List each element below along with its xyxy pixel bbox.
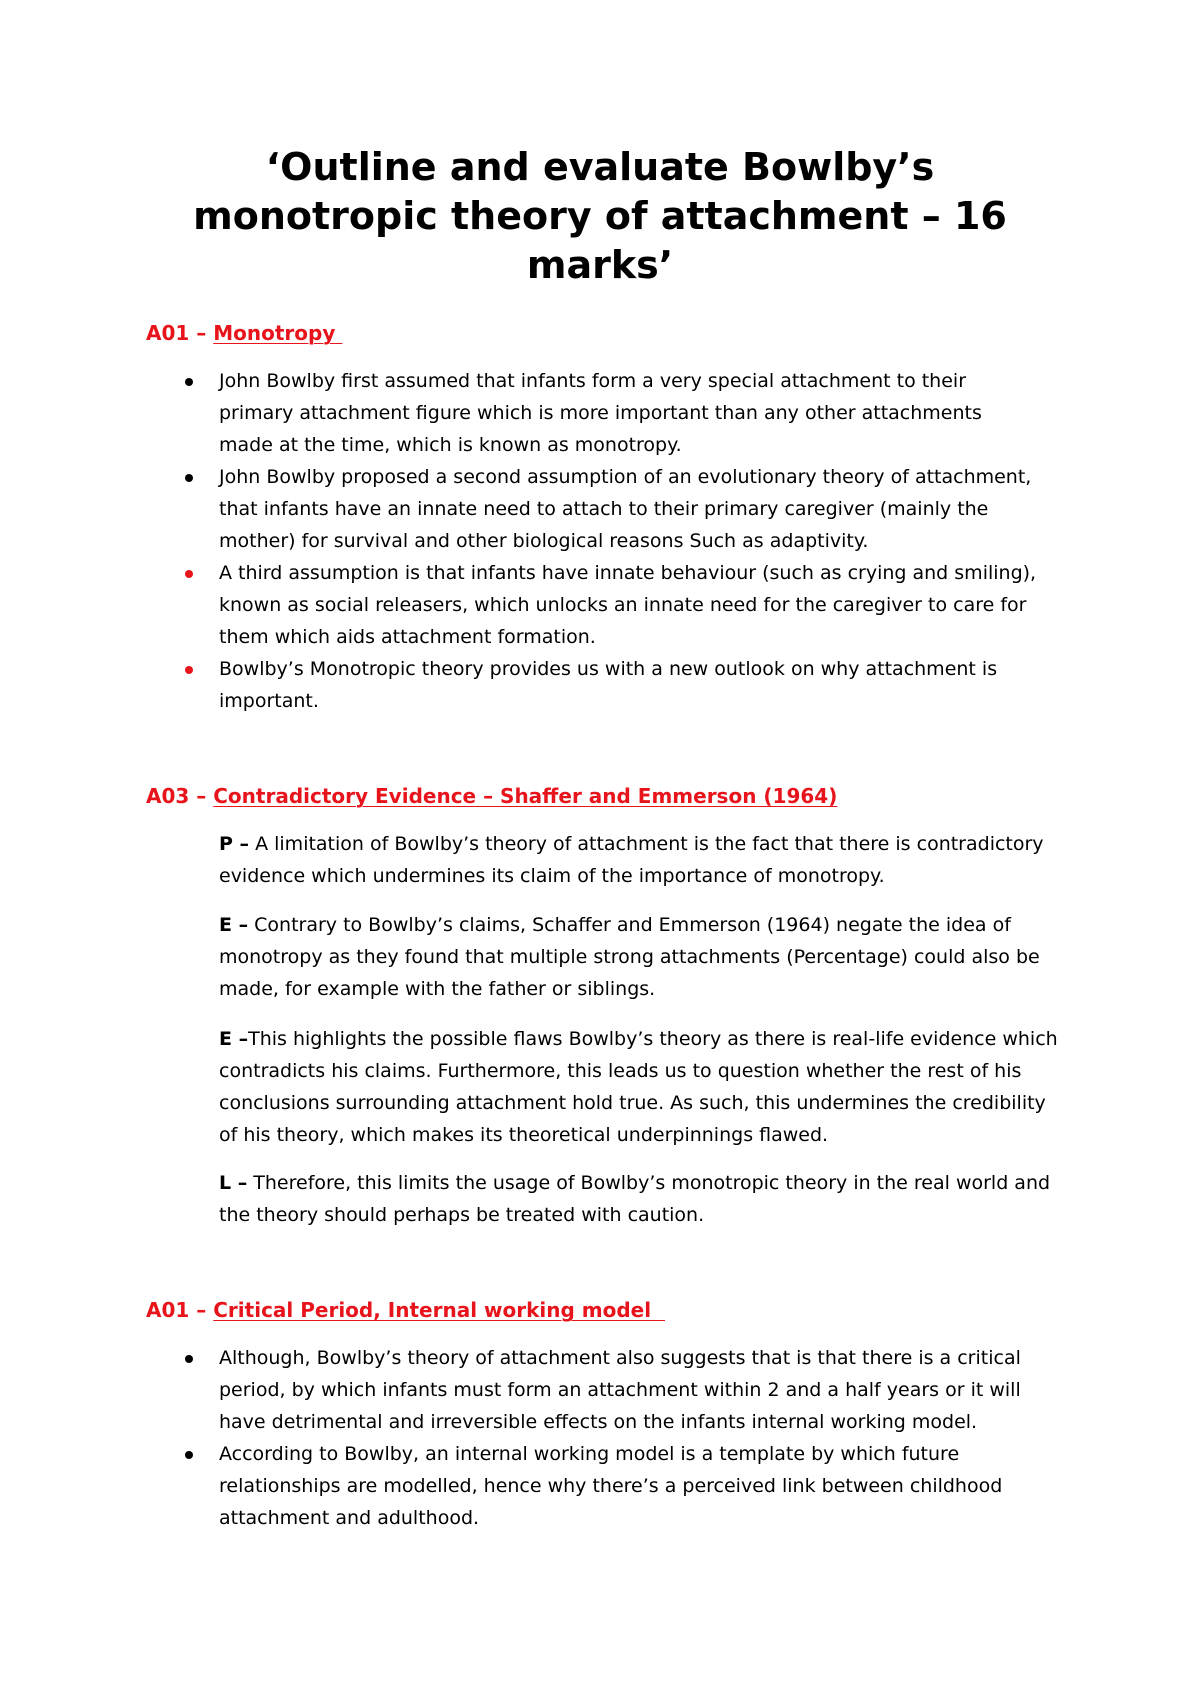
list-item	[0, 365, 1039, 461]
list-item	[0, 1438, 1059, 1534]
point-text: Therefore, this limits the usage of Bowlby’s monotropic theory in the real world and the theory should perhaps be treated with caution.	[219, 1172, 1051, 1226]
pee-point	[219, 828, 1069, 892]
pee-link	[219, 1167, 1069, 1231]
bullet-text: A third assumption is that infants have innate behaviour (such as crying and smiling), known as social releasers, which unlocks an innate need for the caregiver to care for them which aids attachment formation.	[219, 562, 1037, 648]
point-text: Contrary to Bowlby’s claims, Schaffer and Emmerson (1964) negate the idea of monotropy as they found that multiple strong attachments (Percentage) could also be made, for example with the father or siblings.	[219, 914, 1040, 1000]
section-title: Contradictory Evidence – Shaffer and Emmerson (1964)	[213, 784, 838, 808]
bullet-text: Bowlby’s Monotropic theory provides us with a new outlook on why attachment is important.	[219, 658, 998, 712]
bullet-icon	[185, 666, 193, 674]
bullet-icon	[185, 474, 193, 482]
section-heading-monotropy	[146, 320, 342, 346]
point-letter: E –	[219, 1028, 249, 1050]
section-code: A01 –	[146, 321, 214, 345]
pee-explanation	[219, 1023, 1069, 1151]
point-letter: P –	[219, 833, 250, 855]
bullet-text: According to Bowlby, an internal working model is a template by which future relationships are modelled, hence why there’s a perceived link between childhood attachment and adulthood.	[219, 1443, 1003, 1529]
critical-period-bullet-list	[0, 1342, 1100, 1534]
point-text: This highlights the possible flaws Bowlby’s theory as there is real-life evidence which contradicts his claims. Furthermore, this leads us to question whether the rest of his conclusions surrounding attachment hold true. As such, this undermines the credibility of his theory, which makes its theoretical underpinnings flawed.	[219, 1028, 1058, 1146]
list-item	[0, 653, 1039, 717]
section-heading-critical-period	[146, 1297, 665, 1323]
list-item	[0, 1342, 1059, 1438]
point-letter: L –	[219, 1172, 248, 1194]
bullet-text: John Bowlby first assumed that infants form a very special attachment to their primary attachment figure which is more important than any other attachments made at the time, which is known as monotropy.	[219, 370, 982, 456]
bullet-icon	[185, 1451, 193, 1459]
bullet-icon	[185, 570, 193, 578]
list-item	[0, 461, 1039, 557]
list-item	[0, 557, 1069, 653]
monotropy-bullet-list	[0, 365, 1100, 717]
bullet-icon	[185, 378, 193, 386]
bullet-text: Although, Bowlby’s theory of attachment also suggests that is that there is a critical period, by which infants must form an attachment within 2 and a half years or it will have detrimental and irreversible effects on the infants internal working model.	[219, 1347, 1021, 1433]
section-code: A01 –	[146, 1298, 214, 1322]
pee-evidence	[219, 909, 1069, 1005]
document-title: ‘Outline and evaluate Bowlby’s monotropic theory of attachment – 16 marks’	[193, 145, 1007, 287]
point-letter: E –	[219, 914, 249, 936]
section-title: Monotropy	[213, 321, 343, 345]
point-text: A limitation of Bowlby’s theory of attachment is the fact that there is contradictory evidence which undermines its claim of the importance of monotropy.	[219, 833, 1044, 887]
section-heading-contradictory-evidence	[146, 783, 837, 809]
bullet-text: John Bowlby proposed a second assumption of an evolutionary theory of attachment, that infants have an innate need to attach to their primary caregiver (mainly the mother) for survival and other biological reasons Such as adaptivity.	[219, 466, 1032, 552]
bullet-icon	[185, 1355, 193, 1363]
section-title: Critical Period, Internal working model	[213, 1298, 666, 1322]
section-code: A03 –	[146, 784, 214, 808]
